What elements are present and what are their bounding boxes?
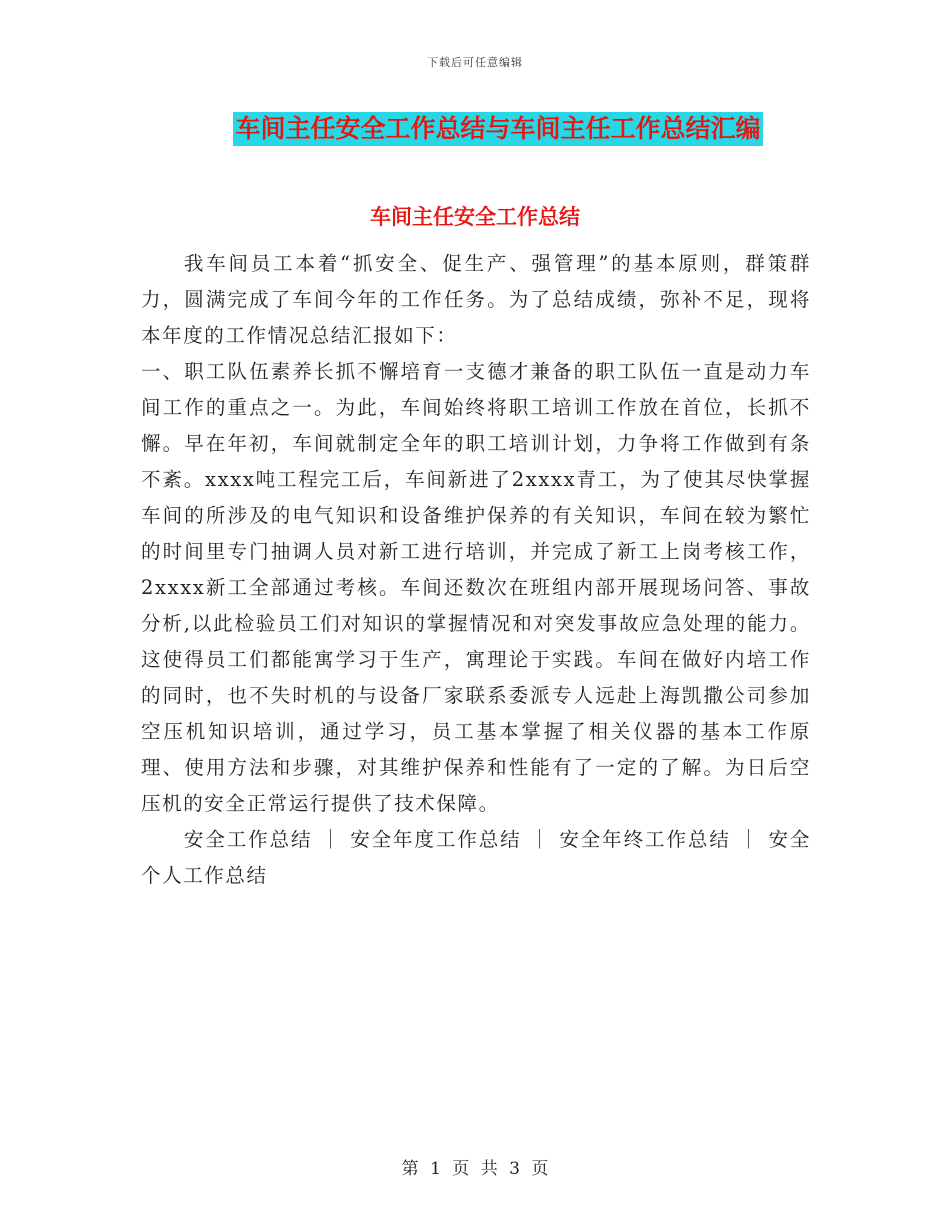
main-title: 车间主任安全工作总结与车间主任工作总结汇编 [233, 112, 762, 146]
section-title: 车间主任安全工作总结 [370, 205, 580, 229]
related-link-yearend-safety-summary[interactable]: 安全年终工作总结 [559, 828, 731, 851]
document-body [141, 246, 811, 894]
link-separator: ｜ [738, 828, 761, 851]
intro-paragraph: 我车间员工本着“抓安全、促生产、强管理”的基本原则，群策群力，圆满完成了车间今年的工作任务。为了总结成绩，弥补不足，现将本年度的工作情况总结汇报如下： [141, 252, 811, 347]
main-title-container [0, 112, 950, 146]
link-separator: ｜ [529, 828, 552, 851]
related-links [141, 822, 811, 894]
link-separator: ｜ [320, 828, 343, 851]
section-one-paragraph: 一、职工队伍素养长抓不懈培育一支德才兼备的职工队伍一直是动力车间工作的重点之一。为此，车间始终将职工培训工作放在首位，长抓不懈。早在年初，车间就制定全年的职工培训计划，力争将工作做到有条不紊。xxxx吨工程完工后，车间新进了2xxxx青工，为了使其尽快掌握车间的所涉及的电气知识和设备维护保养的有关知识，车间在较为繁忙的时间里专门抽调人员对新工进行培训，并完成了新工上岗考核工作，2xxxx新工全部通过考核。车间还数次在班组内部开展现场问答、事故分析,以此检验员工们对知识的掌握情况和对突发事故应急处理的能力。这使得员工们都能寓学习于生产，寓理论于实践。车间在做好内培工作的同时，也不失时机的与设备厂家联系委派专人远赴上海凯撒公司参加空压机知识培训，通过学习，员工基本掌握了相关仪器的基本工作原理、使用方法和步骤，对其维护保养和性能有了一定的了解。为日后空压机的安全正常运行提供了技术保障。 [141, 360, 811, 815]
related-link-safety-summary[interactable]: 安全工作总结 [183, 828, 313, 851]
page-number: 第 1 页 共 3 页 [401, 1159, 549, 1179]
header-note: 下载后可任意编辑 [427, 56, 523, 69]
related-link-personal-safety-summary[interactable]: 安全个人工作总结 [141, 828, 811, 887]
related-link-annual-safety-summary[interactable]: 安全年度工作总结 [350, 828, 522, 851]
